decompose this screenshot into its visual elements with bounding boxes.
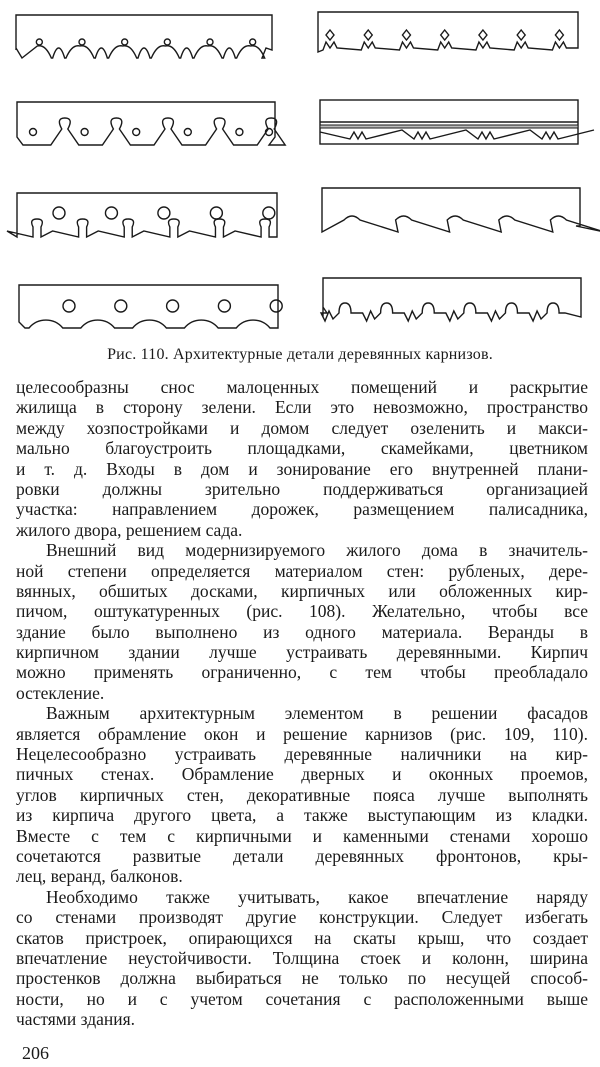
body-text [16,377,588,1030]
cornice-board [318,12,578,52]
cornice-board [19,285,278,328]
cornice-board [17,102,285,145]
paragraph-line: ности, но и с учетом сочетания с расположенными выше [16,988,588,1009]
cornice-hole [167,300,179,312]
paragraph-line: здание было выполнено из одного материала. Веранды в [16,621,588,642]
cornice-diamond [479,30,487,40]
cornice-diamond [517,30,525,40]
paragraph-line: сочетаются развитые детали деревянных фронтонов, кры- [16,845,588,866]
cornice-hole [115,300,127,312]
paragraph-line: между хозпостройками и домом следует озеленить и макси- [16,417,588,438]
paragraph-line: мально благоустроить площадками, скамейками, цветником [16,438,588,459]
cornice-hole [122,39,128,45]
cornice-diamond [441,30,449,40]
cornice-hole [105,207,117,219]
cornice-hole [79,39,85,45]
paragraph-line: со стенами производят другие конструкции. Следует избегать [16,907,588,928]
cornice-hole [184,129,191,136]
cornice-diamond [364,30,372,40]
cornice-zigzag [320,130,594,139]
paragraph-line: впечатление неустойчивости. Толщина стоек и колонн, ширина [16,947,588,968]
paragraph-line: жилища в сторону зелени. Если это невозможно, пространство [16,397,588,418]
paragraph-line: участка: направлением дорожек, размещением палисадника, [16,499,588,520]
cornice-hole [36,39,42,45]
page-number: 206 [22,1043,49,1063]
paragraph-line: Внешний вид модернизируемого жилого дома в значитель- [46,540,588,561]
paragraph-line: кирпичном здании лучше устраивать деревянными. Кирпич [16,642,588,663]
cornice-hole [263,207,275,219]
cornice-diamond [555,30,563,40]
cornice-hole [133,129,140,136]
cornice-board [321,278,581,321]
cornice-band [320,125,578,128]
cornice-hole [270,300,282,312]
cornice-hole [207,39,213,45]
paragraph-line: лец, веранд, балконов. [16,866,183,887]
cornice-hole [250,39,256,45]
cornice-hole [210,207,222,219]
figure-caption: Рис. 110. Архитектурные детали деревянных карнизов. [107,346,493,363]
paragraph-line: можно применять ограниченно, с тем чтобы преобладало [16,662,588,683]
paragraph-line: углов кирпичных стен, декоративные пояса лучше выполнять [16,784,588,805]
cornice-details-figure [0,0,600,340]
paragraph-line: и т. д. Входы в дом и зонирование его внутренней плани- [16,458,588,479]
paragraph-line: Нецелесообразно устраивать деревянные наличники на кир- [16,744,588,765]
paragraph-line: является обрамление окон и решение карнизов (рис. 109, 110). [16,723,588,744]
cornice-hole [218,300,230,312]
cornice-board [7,193,277,237]
paragraph-line: пичом, оштукатуренных (рис. 108). Желательно, чтобы все [16,601,588,622]
paragraph-line: из кирпича другого цвета, а также выступающим из кладки. [16,805,588,826]
paragraph-line: Необходимо также учитывать, какое впечатление наряду [46,886,588,907]
cornice-board [322,188,600,232]
cornice-hole [164,39,170,45]
cornice-hole [236,129,243,136]
paragraph-line: пичных стенах. Обрамление дверных и оконных проемов, [16,764,588,785]
cornice-hole [158,207,170,219]
paragraph-line: целесообразны снос малоценных помещений и раскрытие [16,377,588,397]
paragraph-line: ровки должны зрительно поддерживаться организацией [16,478,588,499]
cornice-hole [81,129,88,136]
paragraph-line: жилого двора, решением сада. [16,519,243,540]
paragraph-line: остекление. [16,682,105,703]
cornice-diamond [402,30,410,40]
cornice-hole [30,129,37,136]
paragraph-line: вянных, обшитых досками, кирпичных или обложенных кир- [16,580,588,601]
cornice-hole [53,207,65,219]
paragraph-line: ной степени определяется материалом стен: рубленых, дере- [16,560,588,581]
paragraph-line: Важным архитектурным элементом в решении фасадов [46,703,588,724]
cornice-board [16,15,272,58]
cornice-diamond [326,30,334,40]
paragraph-line: скатов пристроек, опирающихся на скаты крыш, что создает [16,927,588,948]
paragraph-line: частями здания. [16,1009,136,1030]
cornice-hole [63,300,75,312]
paragraph-line: Вместе с тем с кирпичными и каменными стенами хорошо [16,825,588,846]
paragraph-line: простенков должна выбираться не только по несущей способ- [16,968,588,989]
